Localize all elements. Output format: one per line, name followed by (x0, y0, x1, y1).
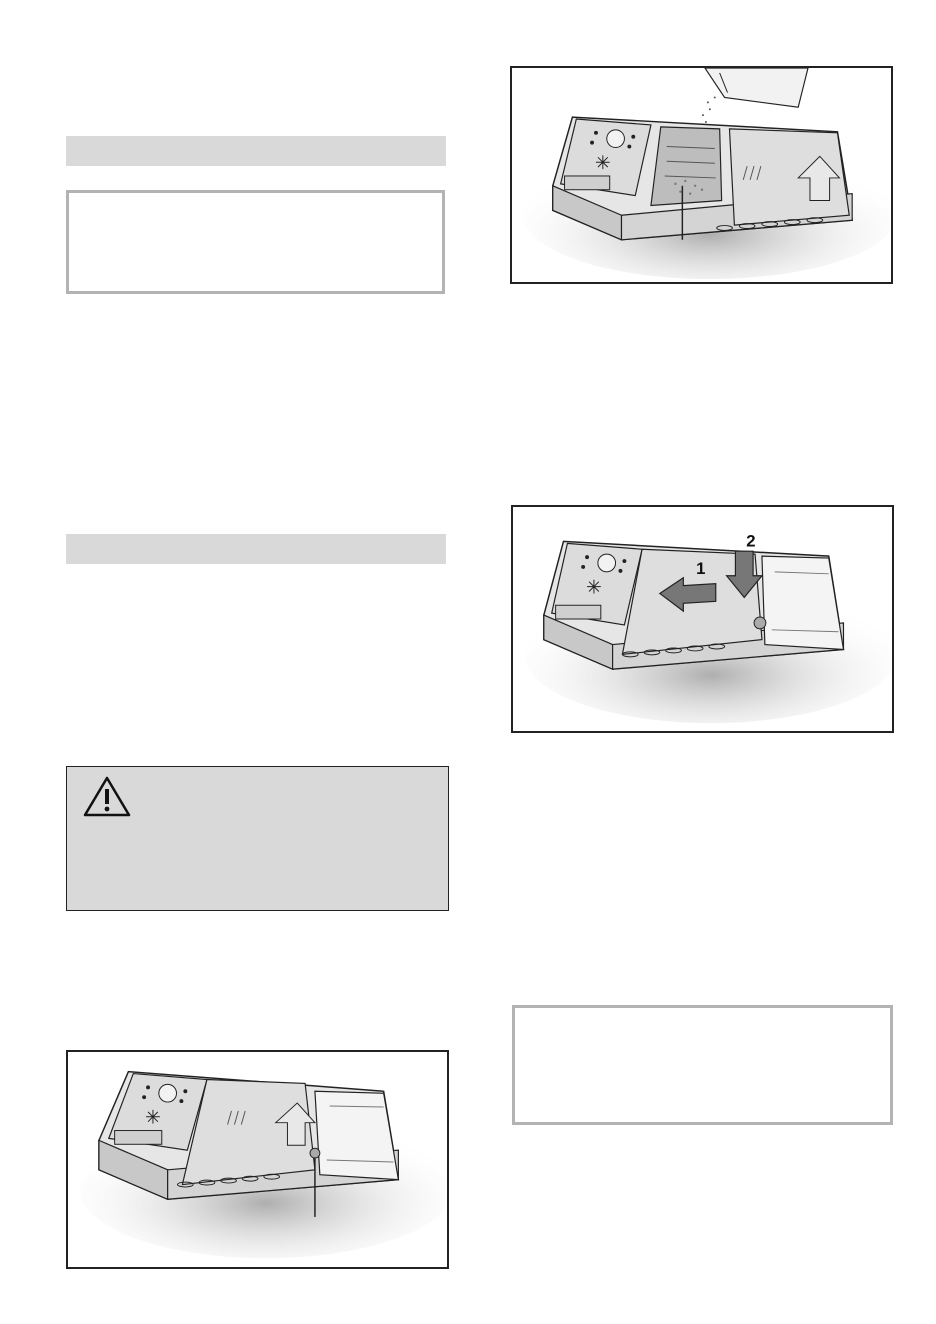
dispenser-open-icon (68, 1052, 447, 1267)
warning-box (66, 766, 449, 911)
step-label-2: 2 (746, 531, 756, 551)
lid-arrows-icon (513, 507, 892, 731)
warning-triangle-icon (82, 775, 132, 819)
note-box-1 (66, 190, 445, 294)
figure-dispenser-open (66, 1050, 449, 1269)
section-header-bar-1 (66, 136, 446, 166)
powder-pouring-icon (512, 68, 891, 282)
note-box-2 (512, 1005, 893, 1125)
step-label-1: 1 (696, 558, 706, 578)
figure-closing-lid (511, 505, 894, 733)
figure-filling-detergent (510, 66, 893, 284)
section-header-bar-2 (66, 534, 446, 564)
